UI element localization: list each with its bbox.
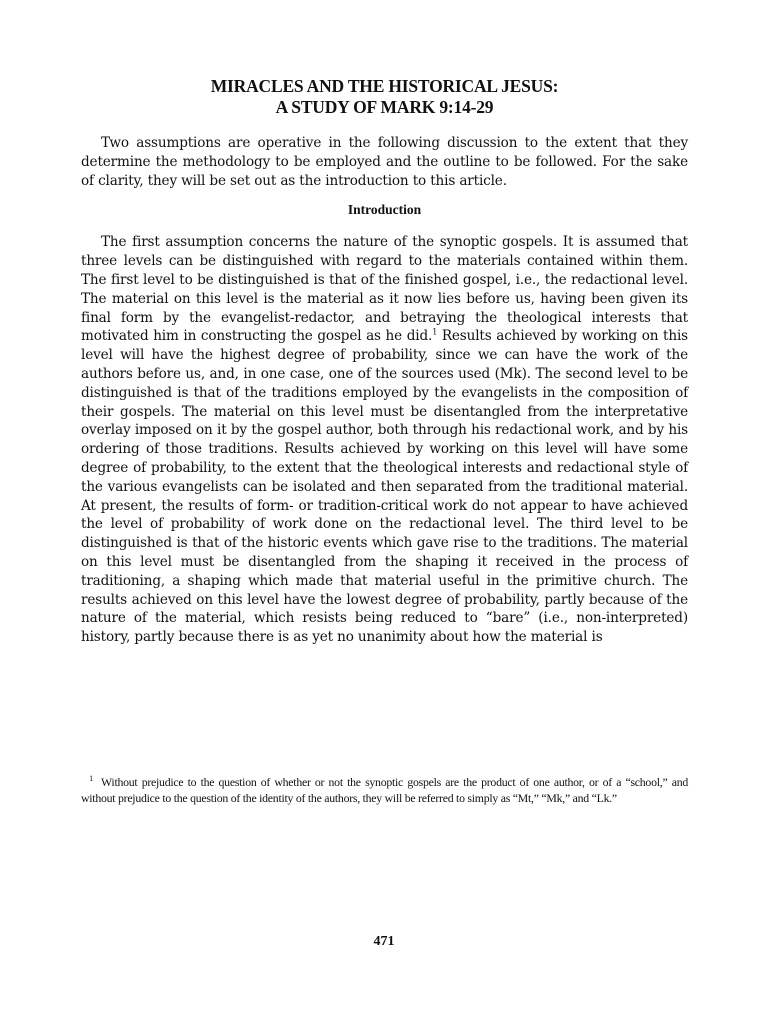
section-heading: Introduction [347,202,422,218]
footnote: 1 Without prejudice to the question of whether or not the synoptic gospels are the product of one author, or of a “school,” and without prejudice to the question of the identity of the authors, they will be referred to simply as “Mt,” “Mk,” and “Lk.” [81,774,688,805]
footnote-reference: 1 [432,327,438,337]
article-page [81,76,688,647]
main-paragraph-part-2: Results achieved by working on this level will have the highest degree of probability, since we can have the work of the authors before us, and, in one case, one of the sources used (Mk). The second level to be distinguished is that of the traditions employed by the evangelists in the composition of their gospels. The material on this level must be disentangled from the interpretative overlay imposed on it by the gospel author, both through his redactional work, and by his ordering of those traditions. Results achieved by working on this level will have some degree of probability, to the extent that the theological interests and redactional style of the various evangelists can be isolated and then separated from the traditional material. At present, the results of form- or tradition-critical work do not appear to have achieved the level of probability of work done on the redactional level. The third level to be distinguished is that of the historic events which gave rise to the traditions. The material on this level must be disentangled from the shaping it received in the process of traditioning, a shaping which made that material useful in the primitive church. The results achieved on this level have the lowest degree of probability, partly because of the nature of the material, which resists being reduced to “bare” (i.e., non-interpreted) history, partly because there is as yet no unanimity about how the material is [81,328,688,646]
title-line-2: A STUDY OF MARK 9:14-29 [275,97,494,117]
title-line-1: MIRACLES AND THE HISTORICAL JESUS: [210,76,559,96]
intro-paragraph: Two assumptions are operative in the following discussion to the extent that they determine the methodology to be employed and the outline to be followed. For the sake of clarity, they will be set out as the introduction to this article. [81,135,688,189]
main-paragraph [81,233,688,647]
article-title [81,76,688,118]
page-number: 471 [373,934,395,949]
footnote-text: Without prejudice to the question of whether or not the synoptic gospels are the product of one author, or of a “school,” and without prejudice to the question of the identity of the authors, they will be referred to simply as “Mt,” “Mk,” and “Lk.” [81,775,688,805]
main-paragraph-part-1: The first assumption concerns the nature of the synoptic gospels. It is assumed that three levels can be distinguished with regard to the materials contained within them. The first level to be distinguished is that of the finished gospel, i.e., the redactional level. The material on this level is the material as it now lies before us, having been given its final form by the evangelist-redactor, and betraying the theological interests that motivated him in constructing the gospel as he did. [81,234,688,345]
